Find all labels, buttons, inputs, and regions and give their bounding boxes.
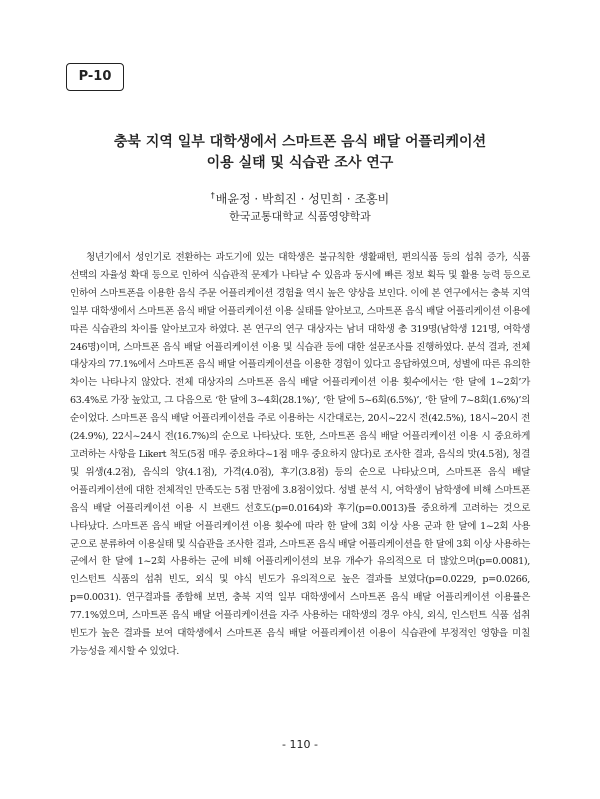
title-line-2: 이용 실태 및 식습관 조사 연구 [206,155,394,171]
page-number: - 110 - [282,738,318,751]
abstract-paragraph: 청년기에서 성인기로 전환하는 과도기에 있는 대학생은 불규칙한 생활패턴, 편의식품 등의 섭취 증가, 식품 선택의 자율성 확대 등으로 인하여 식습관적 문제가 나타날 수 있음과 동시에 빠른 정보 획득 및 활용 능력 등으로 인하여 스마트폰을 이용한 음식 주문 어플리케이션 경험율 역시 높은 양상을 보인다. 이에 본 연구에서는 충북 지역 일부 대학생에서 스마트폰 음식 배달 어플리케이션 이용 실태를 알아보고, 스마트폰 음식 배달 어플리케이션 이용에 따른 식습관의 차이를 알아보고자 하였다. 본 연구의 연구 대상자는 남녀 대학생 총 319명(남학생 121명, 여학생 246명)이며, 스마트폰 음식 배달 어플리케이션 이용 및 식습관 등에 대한 설문조사를 진행하였다. 분석 결과, 전체 대상자의 77.1%에서 스마트폰 음식 배달 어플리케이션을 이용한 경험이 있다고 응답하였으며, 성별에 따른 유의한 차이는 나타나지 않았다. 전체 대상자의 스마트폰 음식 배달 어플리케이션 이용 횟수에서는 ‘한 달에 1~2회’가 63.4%로 가장 높았고, 그 다음으로 ‘한 달에 3~4회(28.1%)’, ‘한 달에 5~6회(6.5%)’, ‘한 달에 7~8회(1.6%)’의 순이었다. 스마트폰 음식 배달 어플리케이션을 주로 이용하는 시간대로는, 20시~22시 전(42.5%), 18시~20시 전(24.9%), 22시~24시 전(16.7%)의 순으로 나타났다. 또한, 스마트폰 음식 배달 어플리케이션 이용 시 중요하게 고려하는 사항을 Likert 척도(5점 매우 중요하다~1점 매우 중요하지 않다)로 조사한 결과, 음식의 맛(4.5점), 청결 및 위생(4.2점), 음식의 양(4.1점), 가격(4.0점), 후기(3.8점) 등의 순으로 나타났으며, 스마트폰 음식 배달 어플리케이션에 대한 전체적인 만족도는 5점 만점에 3.8점이었다. 성별 분석 시, 여학생이 남학생에 비해 스마트폰 음식 배달 어플리케이션 이용 시 브랜드 선호도(p=0.0164)와 후기(p=0.0013)를 중요하게 고려하는 것으로 나타났다. 스마트폰 음식 배달 어플리케이션 이용 횟수에 따라 한 달에 3회 이상 사용 군과 한 달에 1~2회 사용 군으로 분류하여 이용실태 및 식습관을 조사한 결과, 스마트폰 음식 배달 어플리케이션을 한 달에 3회 이상 사용하는 군에서 한 달에 1~2회 사용하는 군에 비해 어플리케이션의 보유 개수가 유의적으로 더 많았으며(p=0.0081), 인스턴트 식품의 섭취 빈도, 외식 및 야식 빈도가 유의적으로 높은 결과를 보였다(p=0.0229, p=0.0266, p=0.0031). 연구결과를 종합해 보면, 충북 지역 일부 대학생에서 스마트폰 음식 배달 어플리케이션 이용률은 77.1%였으며, 스마트폰 음식 배달 어플리케이션을 자주 사용하는 대학생의 경우 야식, 외식, 인스턴트 식품 섭취 빈도가 높은 결과를 보여 대학생에서 스마트폰 음식 배달 어플리케이션 이용이 식습관에 부정적인 영향을 미칠 가능성을 제시할 수 있었다. [70,252,530,657]
affiliation: 한국교통대학교 식품영양학과 [229,210,371,223]
author-names: 배윤정 · 박희진 · 성민희 · 조홍비 [215,192,390,206]
abstract-body [70,249,530,661]
corresponding-author-mark: † [210,191,215,200]
poster-id-badge: P-10 [66,63,124,91]
paper-title [70,132,530,174]
title-line-1: 충북 지역 일부 대학생에서 스마트폰 음식 배달 어플리케이션 [113,134,487,150]
author-list [70,188,530,207]
